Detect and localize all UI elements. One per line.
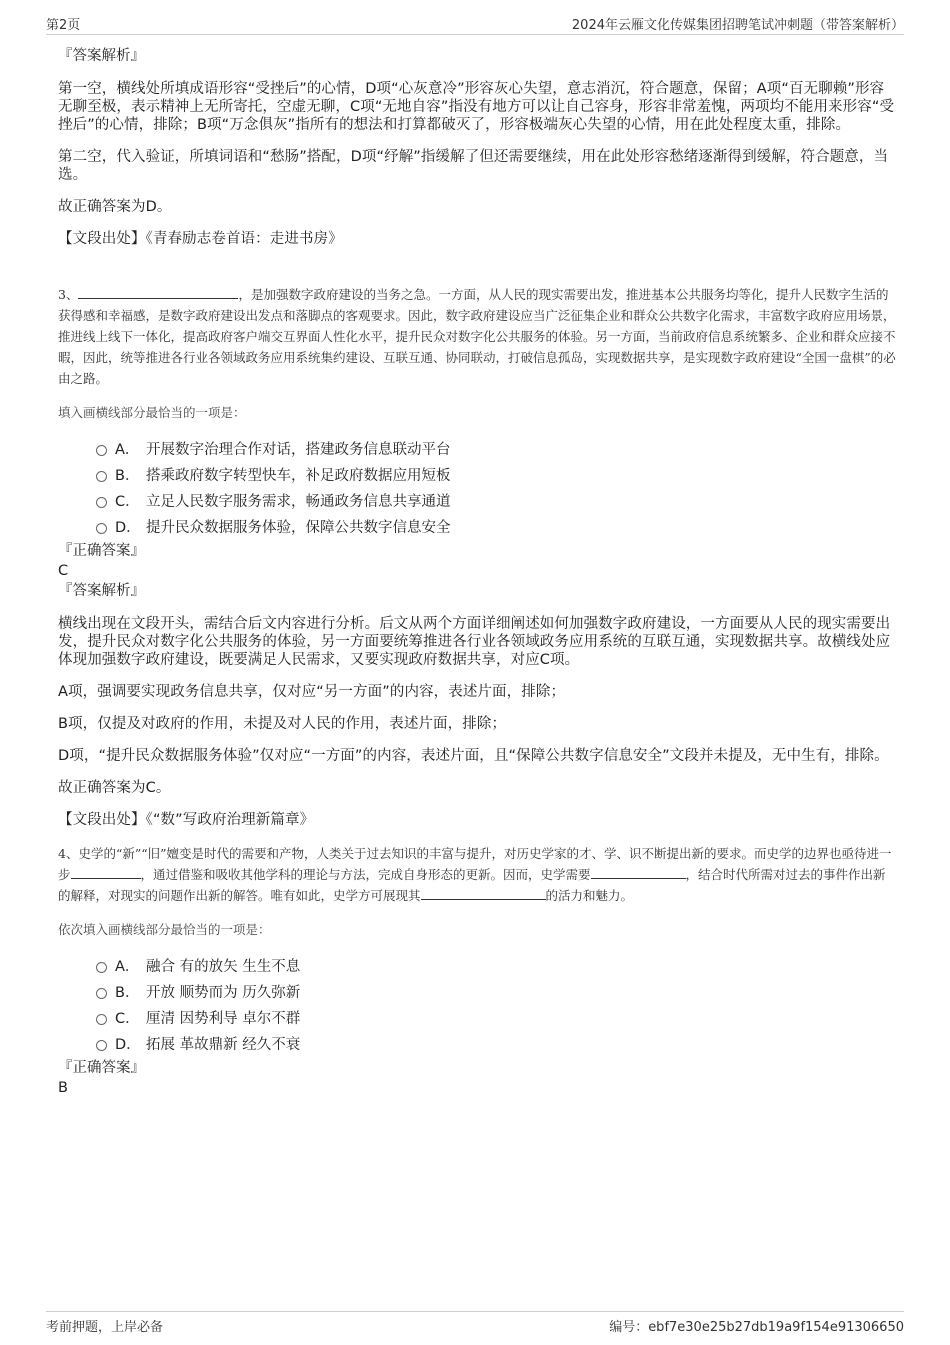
analysis-conclusion: 故正确答案为D。 [58, 199, 172, 215]
radio-icon[interactable] [96, 497, 107, 508]
question-4-stem: 4、史学的“新”“旧”嬗变是时代的需要和产物，人类关于过去知识的丰富与提升，对历史学家的才、学、识不断提出新的要求。而史学的边界也亟待进一步 ，通过借鉴和吸收其他学科的理论与方法，完成自身形态的更新。因而，史学需要 ，结合时代所需对过去的事件作出新的解释，对现实的问题作出新的解答。唯有如此，史学方可展现其 的活力和魅力。 [58, 846, 892, 903]
question-text: ，是加强数字政府建设的当务之急。一方面，从人民的现实需要出发，推进基本公共服务均等化，提升人民数字生活的获得感和幸福感，是数字政府建设出发点和落脚点的客观要求。因此，数字政府建设应当广泛征集企业和群众公共数字化需求，丰富数字政府应用场景，推进线上线下一体化，提高政府客户端交互界面人性化水平，提升民众对数字化公共服务的体验。另一方面，当前政府信息系统繁多、企业和群众应接不暇，因此，统等推进各行业各领域政务应用系统集约建设、互联互通、协同联动，打破信息孤岛，实现数据共享，是实现数字政府建设“全国一盘棋”的必由之路。 [58, 287, 896, 386]
fill-blank [421, 886, 546, 900]
question-3-stem [58, 284, 898, 389]
answer-label: 『正确答案』 [58, 543, 145, 559]
radio-icon[interactable] [96, 471, 107, 482]
analysis-paragraph: 第二空，代入验证，所填词语和“愁肠”搭配，D项“纾解”指缓解了但还需要继续，用在此处形容愁绪逐渐得到缓解，符合题意，当选。 [58, 149, 889, 183]
radio-icon[interactable] [96, 962, 107, 973]
option-b[interactable]: B． 开放 顺势而为 历久弥新 [58, 980, 898, 1006]
source-line: 【文段出处】《青春励志卷首语：走进书房》 [58, 231, 343, 247]
page-footer [46, 1311, 904, 1334]
fill-blank [591, 865, 686, 879]
option-a[interactable]: A． 开展数字治理合作对话，搭建政务信息联动平台 [58, 437, 898, 463]
page-header [46, 14, 904, 35]
fill-blank [78, 285, 238, 299]
answer-label: 『正确答案』 [58, 1060, 145, 1076]
option-d[interactable]: D． 提升民众数据服务体验，保障公共数字信息安全 [58, 515, 898, 541]
option-b[interactable]: B． 搭乘政府数字转型快车，补足政府数据应用短板 [58, 463, 898, 489]
answer-value: B [58, 1080, 68, 1096]
radio-icon[interactable] [96, 1014, 107, 1025]
option-d[interactable]: D． 拓展 革故鼎新 经久不衰 [58, 1032, 898, 1058]
option-c[interactable]: C． 立足人民数字服务需求，畅通政务信息共享通道 [58, 489, 898, 515]
analysis-conclusion: 故正确答案为C。 [58, 780, 171, 796]
answer-value: C [58, 563, 69, 579]
radio-icon[interactable] [96, 988, 107, 999]
document-body [58, 46, 898, 1098]
analysis-paragraph: A项，强调要实现政务信息共享，仅对应“另一方面”的内容，表述片面，排除； [58, 684, 566, 700]
radio-icon[interactable] [96, 445, 107, 456]
radio-icon[interactable] [96, 1040, 107, 1051]
document-title: 2024年云雁文化传媒集团招聘笔试冲刺题（带答案解析） [571, 18, 904, 33]
page-number: 第2页 [46, 18, 81, 33]
option-c[interactable]: C． 厘清 因势利导 卓尔不群 [58, 1006, 898, 1032]
footer-slogan: 考前押题，上岸必备 [46, 1320, 164, 1335]
radio-icon[interactable] [96, 523, 107, 534]
question-prompt: 填入画横线部分最恰当的一项是： [58, 405, 246, 420]
question-number: 3、 [58, 287, 79, 302]
analysis-label: 『答案解析』 [58, 48, 145, 64]
analysis-label: 『答案解析』 [58, 583, 145, 599]
analysis-paragraph: D项，“提升民众数据服务体验”仅对应“一方面”的内容，表述片面，且“保障公共数字信息安全”文段并未提及，无中生有，排除。 [58, 748, 889, 764]
source-line: 【文段出处】《“数”写政府治理新篇章》 [58, 812, 315, 828]
analysis-paragraph: 第一空，横线处所填成语形容“受挫后”的心情，D项“心灰意冷”形容灰心失望，意志消沉，符合题意，保留；A项“百无聊赖”形容无聊至极，表示精神上无所寄托，空虚无聊，C项“无地自容”指没有地方可以让自己容身，形容非常羞愧，两项均不能用来形容“受挫后”的心情，排除；B项“万念俱灰”指所有的想法和打算都破灭了，形容极端灰心失望的心情，用在此处程度太重，排除。 [58, 81, 895, 133]
question-prompt: 依次填入画横线部分最恰当的一项是： [58, 922, 271, 937]
question-number: 4、 [58, 846, 79, 861]
option-a[interactable]: A． 融合 有的放矢 生生不息 [58, 954, 898, 980]
analysis-paragraph: B项，仅提及对政府的作用，未提及对人民的作用，表述片面，排除； [58, 716, 507, 732]
footer-code: 编号：ebf7e30e25b27db19a9f154e91306650 [609, 1320, 904, 1335]
analysis-paragraph: 横线出现在文段开头，需结合后文内容进行分析。后文从两个方面详细阐述如何加强数字政府建设，一方面要从人民的现实需要出发，提升民众对数字化公共服务的体验，另一方面要统筹推进各行业各领域政务应用系统的互联互通，实现数据共享。故横线处应体现加强数字政府建设，既要满足人民需求，又要实现政府数据共享，对应C项。 [58, 616, 891, 668]
fill-blank [71, 865, 141, 879]
